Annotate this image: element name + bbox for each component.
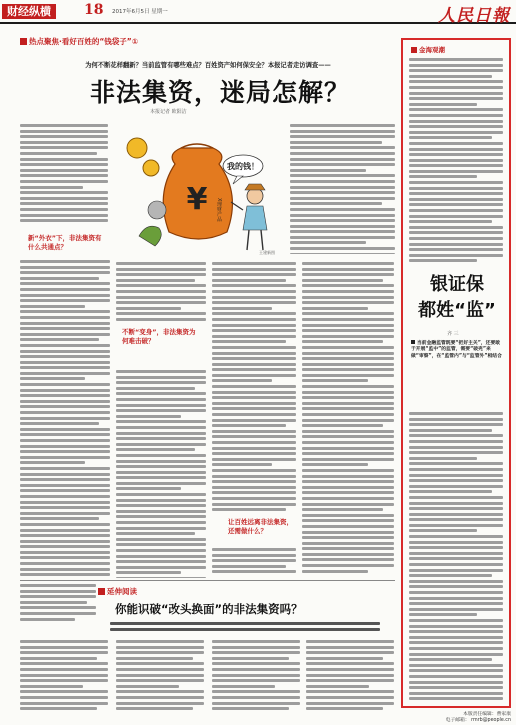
related-column-2 [116,640,204,710]
related-kicker-text: 延伸阅读 [107,587,137,596]
related-title: 你能识破“改头换面”的非法集资吗？ [115,602,303,616]
sidebar-lead [411,340,503,360]
bag-label: X理财产品 [216,198,222,222]
text-lines [20,124,108,224]
sidebar-title [409,272,505,324]
section-divider [20,580,395,581]
sidebar-lead-text: 当前金融监管既要“把好主关”，还要敢于开展“监中”的监管，需要“破壳”来做“审察”，在“监管内”与“监管外”相结合 [411,341,502,359]
article-column-right-top [290,124,395,254]
article-column-1 [20,260,110,578]
feature-headline: 非法集资，迷局怎解？ [89,78,350,107]
related-column-3 [212,640,300,710]
sidebar-kicker-text: 金海观潮 [419,46,445,54]
pull-quote-1: 新“外衣”下，非法集资有什么共通点？ [28,234,102,251]
square-icon [411,340,415,344]
yuan-symbol: ¥ [186,182,208,217]
bottom-left-text [20,584,96,624]
intro-text-block [20,124,108,224]
page-footer [405,712,511,724]
related-kicker [98,586,137,597]
footer-editor: 本版责任编辑：曹家康 [463,712,511,717]
article-column-2 [116,370,206,578]
square-icon [98,588,105,595]
issue-date: 2017年6月5日 星期一 [112,9,168,15]
masthead [0,0,516,24]
sidebar-author: 齐 三 [447,331,459,337]
sidebar-commentary [401,38,511,708]
speech-bubble-text: 我的钱！ [227,162,259,171]
feature-byline: 本报记者 欧阳洁 [150,109,187,115]
pull-quote-3: 让百姓远离非法集资，还需做什么？ [228,518,293,535]
sidebar-title-line2: 都姓“监” [418,300,496,321]
article-column-2-top [116,262,206,322]
article-column-3 [212,262,296,512]
square-icon [20,38,27,45]
cartoon-illustration [115,124,285,259]
illustration-credit: 王建新图 [259,250,275,255]
pull-quote-2: 不断“变身”，非法集资为何难击破？ [122,328,196,345]
related-lead [110,622,380,636]
feature-kicker-text: 热点聚焦·看好百姓的“钱袋子”① [29,37,139,46]
page-number: 18 [84,2,104,18]
sidebar-text-bottom [409,412,503,702]
article-column-4 [302,262,394,580]
sidebar-kicker [411,45,445,54]
sidebar-title-line1: 银证保 [430,274,484,295]
footer-email: 电子邮箱： rmrb@people.cn [445,718,511,723]
sidebar-text-top [409,58,503,262]
newspaper-logo: 人民日報 [438,6,510,26]
related-column-4 [306,640,394,710]
feature-subhead: 为何不断花样翻新？当前监管有哪些难点？百姓资产如何保安全？本报记者走访调查—— [85,62,331,69]
feature-kicker [20,36,138,47]
section-tag: 财经纵横 [2,4,56,19]
square-icon [411,47,417,53]
related-column-1 [20,640,108,710]
article-column-3-bottom [212,548,296,578]
